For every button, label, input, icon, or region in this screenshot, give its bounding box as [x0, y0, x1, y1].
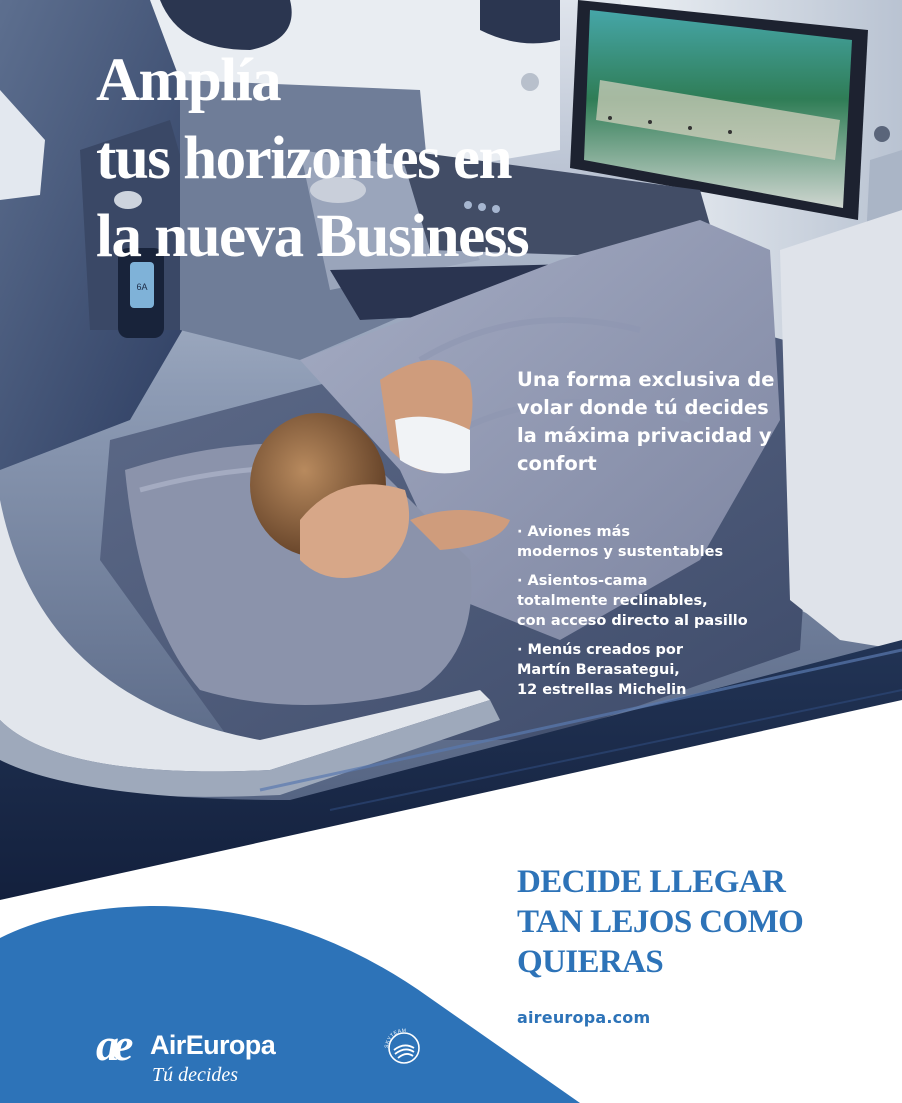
headline: [96, 42, 528, 276]
cta-line: TAN LEJOS COMO: [517, 904, 804, 940]
skyteam-icon: [382, 1026, 426, 1070]
cta-line: QUIERAS: [517, 944, 664, 980]
call-to-action: [517, 862, 803, 982]
headline-line: tus horizontes en: [96, 125, 512, 192]
feature-item: [517, 571, 748, 631]
brand-name: AirEuropa: [150, 1030, 276, 1060]
feature-line: modernos y sustentables: [517, 544, 724, 560]
feature-line: Martín Berasategui,: [517, 662, 680, 678]
feature-line: totalmente reclinables,: [517, 593, 708, 609]
intro-line: confort: [517, 452, 597, 475]
feature-line: · Asientos-cama: [517, 573, 648, 589]
intro-line: Una forma exclusiva de: [517, 368, 775, 391]
ae-logo-icon: ae: [96, 1019, 128, 1070]
seat-number-label: 6A: [136, 282, 148, 292]
feature-line: 12 estrellas Michelin: [517, 682, 687, 698]
website-link[interactable]: aireuropa.com: [517, 1008, 651, 1027]
feature-line: · Aviones más: [517, 524, 631, 540]
intro-line: la máxima privacidad y: [517, 424, 772, 447]
feature-item: [517, 640, 748, 700]
headline-line: Amplía: [96, 47, 281, 114]
feature-line: · Menús creados por: [517, 642, 684, 658]
feature-list: [517, 522, 748, 709]
feature-item: [517, 522, 748, 562]
intro-line: volar donde tú decides: [517, 396, 769, 419]
intro-text: [517, 366, 837, 478]
feature-line: con acceso directo al pasillo: [517, 613, 748, 629]
alliance-name: SKYTEAM: [383, 1027, 407, 1049]
brand-tagline: Tú decides: [152, 1064, 239, 1086]
headline-line: la nueva Business: [96, 203, 529, 270]
aireuropa-logo: [96, 1019, 407, 1090]
cta-line: DECIDE LLEGAR: [517, 864, 786, 900]
